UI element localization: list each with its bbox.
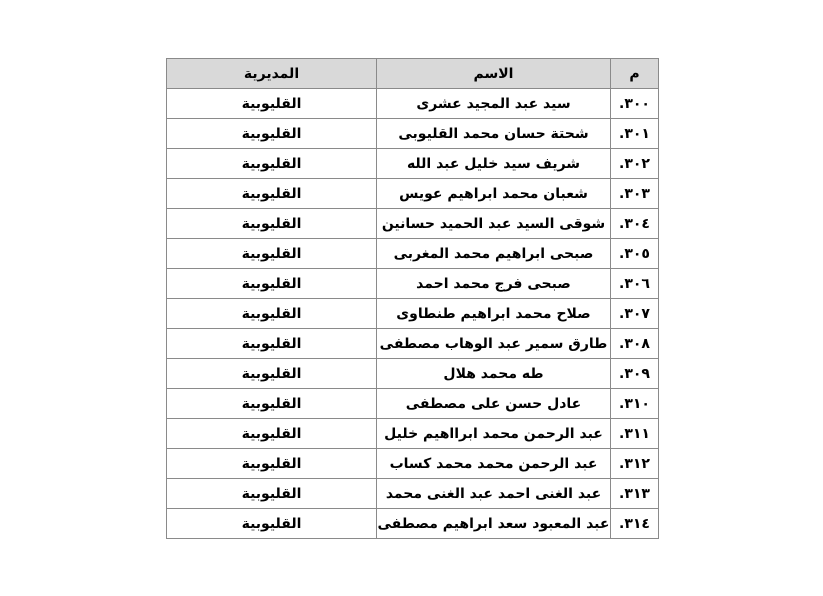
- table-row: [167, 89, 659, 119]
- row-directorate-cell: القليوبية: [167, 419, 377, 449]
- row-directorate-cell: القليوبية: [167, 269, 377, 299]
- table-row: [167, 269, 659, 299]
- table-row: [167, 479, 659, 509]
- row-directorate-cell: القليوبية: [167, 119, 377, 149]
- row-directorate-cell: القليوبية: [167, 389, 377, 419]
- table-row: [167, 179, 659, 209]
- row-number-cell: ٣٠٢.: [611, 149, 659, 179]
- row-name-cell: صبحى فرج محمد احمد: [377, 269, 611, 299]
- row-name-cell: شوقى السيد عبد الحميد حسانين: [377, 209, 611, 239]
- table-row: [167, 359, 659, 389]
- row-number-cell: ٣١٤.: [611, 509, 659, 539]
- row-number-cell: ٣١٠.: [611, 389, 659, 419]
- table-row: [167, 329, 659, 359]
- row-directorate-cell: القليوبية: [167, 89, 377, 119]
- row-number-cell: ٣٠٨.: [611, 329, 659, 359]
- row-directorate-cell: القليوبية: [167, 209, 377, 239]
- row-number-cell: ٣٠٧.: [611, 299, 659, 329]
- row-name-cell: طارق سمير عبد الوهاب مصطفى: [377, 329, 611, 359]
- row-name-cell: صلاح محمد ابراهيم طنطاوى: [377, 299, 611, 329]
- row-number-cell: ٣٠٥.: [611, 239, 659, 269]
- row-directorate-cell: القليوبية: [167, 239, 377, 269]
- row-name-cell: عبد الرحمن محمد محمد كساب: [377, 449, 611, 479]
- header-directorate: المديرية: [167, 59, 377, 89]
- row-name-cell: شحتة حسان محمد القليوبى: [377, 119, 611, 149]
- table-row: [167, 389, 659, 419]
- table-row: [167, 239, 659, 269]
- row-directorate-cell: القليوبية: [167, 329, 377, 359]
- row-name-cell: شريف سيد خليل عبد الله: [377, 149, 611, 179]
- row-name-cell: طه محمد هلال: [377, 359, 611, 389]
- row-name-cell: عبد الغنى احمد عبد الغنى محمد: [377, 479, 611, 509]
- row-number-cell: ٣٠١.: [611, 119, 659, 149]
- row-directorate-cell: القليوبية: [167, 449, 377, 479]
- row-number-cell: ٣٠٠.: [611, 89, 659, 119]
- row-directorate-cell: القليوبية: [167, 359, 377, 389]
- table-header: [167, 59, 659, 89]
- row-number-cell: ٣٠٦.: [611, 269, 659, 299]
- table-row: [167, 299, 659, 329]
- header-row: [167, 59, 659, 89]
- row-name-cell: عادل حسن على مصطفى: [377, 389, 611, 419]
- row-name-cell: شعبان محمد ابراهيم عويس: [377, 179, 611, 209]
- table-row: [167, 119, 659, 149]
- table-row: [167, 209, 659, 239]
- table-row: [167, 149, 659, 179]
- row-directorate-cell: القليوبية: [167, 149, 377, 179]
- header-number: م: [611, 59, 659, 89]
- row-number-cell: ٣٠٣.: [611, 179, 659, 209]
- row-name-cell: عبد الرحمن محمد ابرااهيم خليل: [377, 419, 611, 449]
- row-name-cell: صبحى ابراهيم محمد المغربى: [377, 239, 611, 269]
- row-number-cell: ٣١٣.: [611, 479, 659, 509]
- row-name-cell: سيد عبد المجيد عشرى: [377, 89, 611, 119]
- names-table: [166, 58, 659, 539]
- row-name-cell: عبد المعبود سعد ابراهيم مصطفى: [377, 509, 611, 539]
- row-directorate-cell: القليوبية: [167, 509, 377, 539]
- table-row: [167, 419, 659, 449]
- row-number-cell: ٣١١.: [611, 419, 659, 449]
- table-body: [167, 89, 659, 539]
- row-directorate-cell: القليوبية: [167, 479, 377, 509]
- row-number-cell: ٣٠٤.: [611, 209, 659, 239]
- row-directorate-cell: القليوبية: [167, 179, 377, 209]
- row-number-cell: ٣١٢.: [611, 449, 659, 479]
- header-name: الاسم: [377, 59, 611, 89]
- row-number-cell: ٣٠٩.: [611, 359, 659, 389]
- table-row: [167, 509, 659, 539]
- table-row: [167, 449, 659, 479]
- row-directorate-cell: القليوبية: [167, 299, 377, 329]
